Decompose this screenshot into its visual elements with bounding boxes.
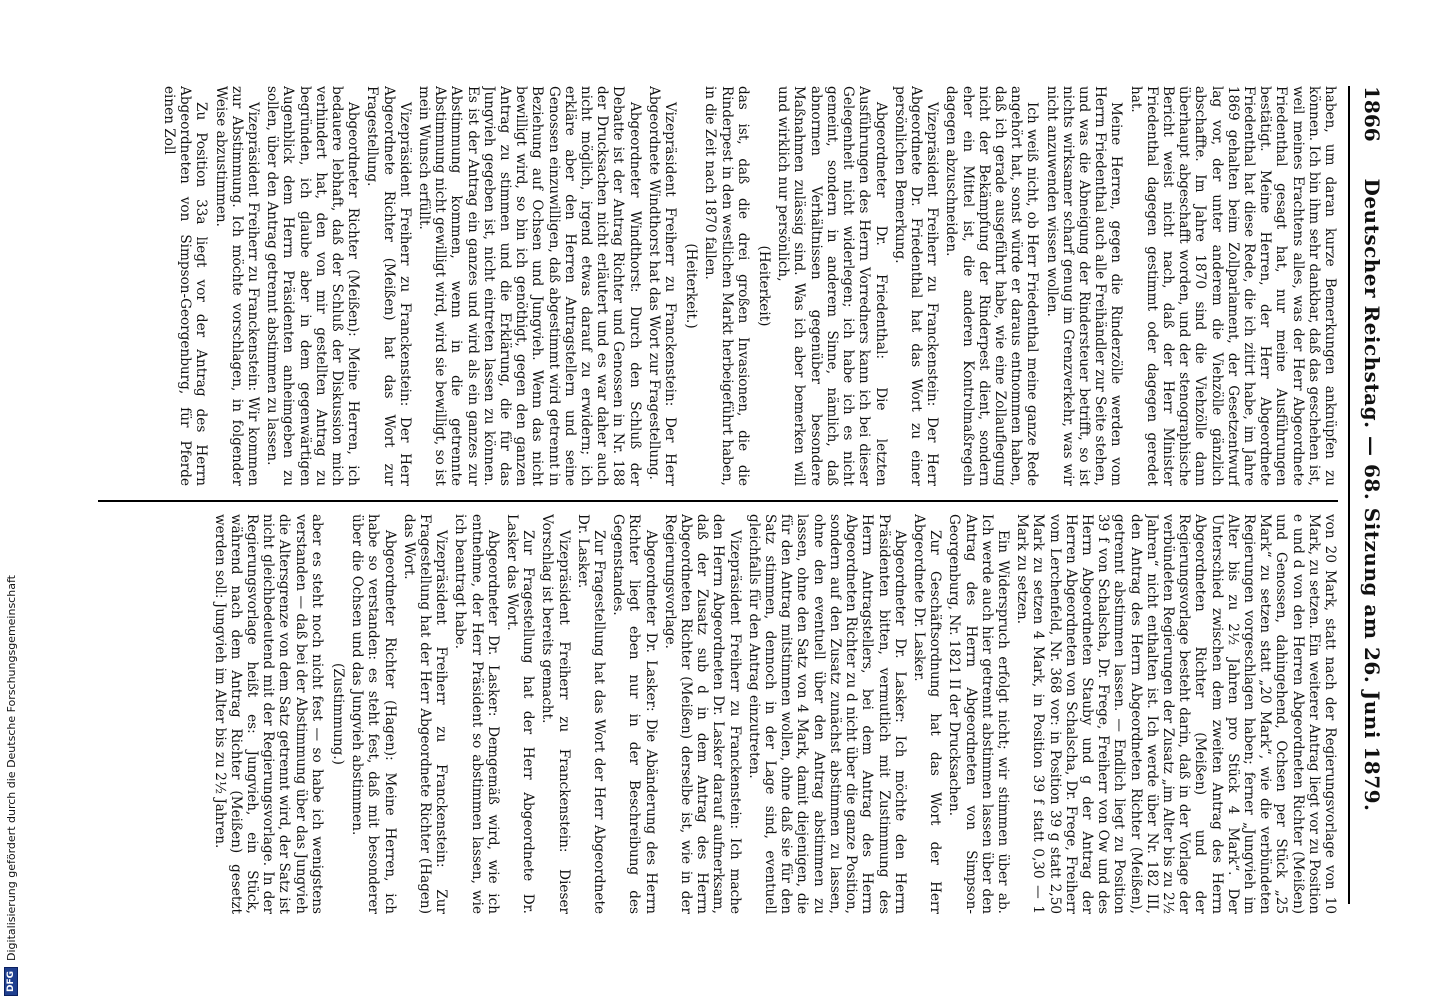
paragraph: Vizepräsident Freiherr zu Franckenstein: Der Herr Abgeordnete Windthorst hat das Wort zur Fragestellung. <box>645 86 679 486</box>
dfg-logo: DFG <box>4 967 18 996</box>
paragraph: Abgeordneter Richter (Meißen): Meine Herren, ich bedauere lebhaft, daß der Schluß der Diskussion mich verhindert hat, den von mir gestellten Antrag zu begründen, ich glaube aber in dem gegenwärtigen Augenblick dem Herrn Präsidenten anheimgeben zu sollen, über den Antrag getrennt abstimmen zu lassen. <box>264 86 362 486</box>
paragraph: Zur Geschäftsordnung hat das Wort der Herr Abgeordnete Dr. Lasker. <box>910 514 944 914</box>
page-header <box>1354 86 1388 904</box>
paragraph: Zu Position 33a liegt vor der Antrag des Herrn Abgeordneten von Simpson-Georgenburg, für Pferde einen Zoll <box>160 86 210 486</box>
paragraph: (Heiterkeit) <box>756 245 773 327</box>
paragraph: Ein Widerspruch erfolgt nicht; wir stimmen über ab. Ich werde auch hier getrennt abstimmen lassen über den Antrag des Herrn Abgeordneten von Simpson-Georgenburg, Nr. 1821 II der Drucksachen. <box>946 514 1011 914</box>
running-title: Deutscher Reichstag. — 68. Sitzung am 26. Juni 1879. <box>1360 178 1384 812</box>
paragraph: Vizepräsident Freiherr zu Franckenstein: Wir kommen zur Abstimmung. Ich möchte vorschlagen, in folgender Weise abzustimmen. <box>212 86 261 486</box>
paragraph: von 20 Mark, statt nach der Regierungsvorlage von 10 Mark, zu setzen. Ein weiterer Antrag liegt vor zu Position e und d von den Herren Abgeordneten Richter (Meißen) und Genossen, dahingehend, Ochsen per Stück „25 Mark“ zu setzen statt „20 Mark“, wie die verbündeten Regierungen vorgeschlagen haben; ferner „Jungvieh im Alter bis zu 2½ Jahren pro Stück 4 Mark“. Der Unterschied zwischen dem zweiten Antrag des Herrn Abgeordneten Richter (Meißen) und der Regierungsvorlage besteht darin, daß in der Vorlage der verbündeten Regierungen der Zusatz „im Alter bis zu 2½ Jahren“ nicht enthalten ist. Ich werde über Nr. 182 III, den Antrag des Herrn Abgeordneten Richter (Meißen), getrennt abstimmen lassen. — Endlich liegt zu Position 39 f von Schalscha, Dr. Frege, Freiherr von Ow und des Herrn Abgeordneten Stauby und g der Antrag der Herren Abgeordneten von Schalscha, Dr. Frege, Freiherr vom Lerchenfeld, Nr. 368 vor: in Position 39 g statt 2,50 Mark zu setzen 4 Mark, in Position 39 f statt 0,30 — 1 Mark zu setzen. <box>1014 514 1338 914</box>
digitization-note: Digitalisierung gefördert durch die Deutsche Forschungsgemeinschaft <box>4 575 18 961</box>
paragraph: Vizepräsident Freiherr zu Franckenstein: Ich mache den Herrn Abgeordneten Dr. Lasker darauf aufmerksam, daß der Zusatz sub d in dem Antrag des Herrn Abgeordneten Richter (Meißen) derselbe ist, wie in der Regierungsvorlage. <box>661 514 743 914</box>
paragraph: Vizepräsident Freiherr zu Franckenstein: Dieser Vorschlag ist bereits gemacht. <box>539 514 572 914</box>
paragraph: das ist, daß die drei großen Invasionen, die die Rinderpest in den westlichen Markt herbeigeführt haben, in die Zeit nach 1870 fallen. <box>702 86 751 486</box>
paragraph: aber es steht noch nicht fest — so habe ich wenigstens verstanden — daß bei der Abstimmung über das Jungvieh die Altersgrenze von dem Satz getrennt wird, der Satz ist nicht gleichbedeutend mit der Regierungsvorlage. In der Regierungsvorlage heißt es: Jungvieh, ein Stück, während nach dem Antrag Richter (Meißen) gesetzt werden soll: Jungvieh im Alter bis zu 2½ Jahren. <box>211 514 325 914</box>
paragraph: Zur Fragestellung hat der Herr Abgeordnete Dr. Lasker das Wort. <box>504 514 537 914</box>
sidebar-note-wrapper <box>0 0 22 1000</box>
paragraph: Zur Fragestellung hat das Wort der Herr Abgeordnete Dr. Lasker. <box>574 514 608 914</box>
paragraph: Vizepräsident Freiherr zu Franckenstein: Der Herr Abgeordnete Richter (Meißen) hat das Wort zur Fragestellung. <box>364 86 413 486</box>
paragraph: Meine Herren, gegen die Rinderzölle werden vom Herrn Friedenthal auch alle Freihändler zur Seite stehen, und was die Abneigung der Rindersteuer betrifft, so ist nichts wirksamer scharf genug im Grenzverkehr, was wir nicht anzuwenden wissen wollen. <box>1043 86 1125 486</box>
paragraph: Abgeordneter Dr. Friedenthal: Die letzten Ausführungen des Herrn Vorredners kann ich bei dieser Gelegenheit nicht widerlegen; ich habe ich es nicht gemeint, sondern in anderem Sinne, nämlich, daß abnormen Verhältnissen gegenüber besondere Maßnahmen zulässig sind. Was ich aber bemerken will und wirklich nur persönlich, <box>775 86 889 486</box>
paragraph: Abgeordneter Dr. Lasker: Demgemäß wird, wie ich entnehme, der Herr Präsident so abstimmen lassen, wie ich beantragt habe. <box>452 514 501 914</box>
paragraph: (Zustimmung.) <box>330 663 347 765</box>
page-number: 1866 <box>1360 86 1384 142</box>
column-divider <box>98 500 1338 502</box>
paragraph: (Heiterkeit.) <box>683 243 700 329</box>
paragraph: Abgeordneter Dr. Lasker: Ich möchte den Herrn Präsidenten bitten, vermutlich mit Zustimmung des Herrn Antragstellers, bei dem Antrag des Herrn Abgeordneten Richter zu d nicht über die ganze Position, sondern auf den Zusatz zunächst abstimmen zu lassen, ohne den eventuell über den Antrag abstimmen zu lassen, ohne den Satz von 4 Mark, damit diejenigen, die für den Antrag mitstimmen wollen, ohne daß sie für den Satz stimmen, dennoch in der Lage sind, eventuell gleichfalls für den Antrag einzutreten. <box>745 514 908 914</box>
paragraph: Ich weiß nicht, ob Herr Friedenthal meine ganze Rede angehört hat, sonst würde er daraus entnommen haben, daß ich gerade ausgeführt habe, wie eine Zollauflegung nicht der Bekämpfung der Rinderpest dient, sondern eher ein Mittel ist, die anderen Kontrolmaßregeln dagegen abzuschneiden. <box>943 86 1041 486</box>
right-column <box>108 514 1338 914</box>
paragraph: Abgeordneter Richter (Hagen): Meine Herren, ich habe so verstanden: es steht fest, daß mit besonderer über die Ochsen und das Jungvieh abstimmen. <box>349 514 398 914</box>
paragraph: Abgeordneter Windthorst: Durch den Schluß der Debatte ist der Antrag Richter und Genossen in Nr. 188 der Drucksachen nicht erläutert und es war daher auch nicht möglich, irgend etwas darauf zu erwidern; ich erkläre aber den Herren Antragstellern und seine Genossen einzuwilligen, daß abgestimmt wird getrennt in Beziehung auf Ochsen und Jungvieh. Wenn das nicht bewilligt wird, so bin ich genöthigt, gegen den ganzen Antrag zu stimmen und die Erklärung, die für das Jungvieh gegeben ist, nicht eintreten lassen zu können. Es ist der Antrag ein ganzes und wird als ein ganzes zur Abstimmung kommen, wenn in die getrennte Abstimmung nicht gewilligt wird, wird sie bewilligt, so ist mein Wunsch erfüllt. <box>416 86 643 486</box>
left-column <box>108 86 1338 486</box>
paragraph: haben, um daran kurze Bemerkungen anknüpfen zu können. Ich bin ihm sehr dankbar, daß das geschehen ist, weil meines Erachtens alles, was der Herr Abgeordnete Friedenthal gesagt hat, nur meine Ausführungen bestätigt. Meine Herren, der Herr Abgeordnete Friedenthal hat diese Rede, die ich zitirt habe, im Jahre 1869 gehalten beim Zollparlament, der Gesetzentwurf lag vor, der unter anderem die Viehzölle gänzlich abschaffte. Im Jahre 1870 sind die Viehzölle dann überhaupt abgeschafft worden, und der stenographische Bericht weist nicht nach, daß der Herr Minister Friedenthal dagegen gestimmt oder dagegen geredet hat. <box>1127 86 1338 486</box>
header-rule <box>1348 86 1350 904</box>
paragraph: Vizepräsident Freiherr zu Franckenstein: Zur Fragestellung hat der Herr Abgeordnete Richter (Hagen) das Wort. <box>400 514 450 914</box>
paragraph: Abgeordneter Dr. Lasker: Die Abänderung des Herrn Richter liegt eben nur in der Beschreibung des Gegenstandes. <box>610 514 659 914</box>
paragraph: Vizepräsident Freiherr zu Franckenstein: Der Herr Abgeordnete Dr. Friedenthal hat das Wort zu einer persönlichen Bemerkung. <box>891 86 941 486</box>
